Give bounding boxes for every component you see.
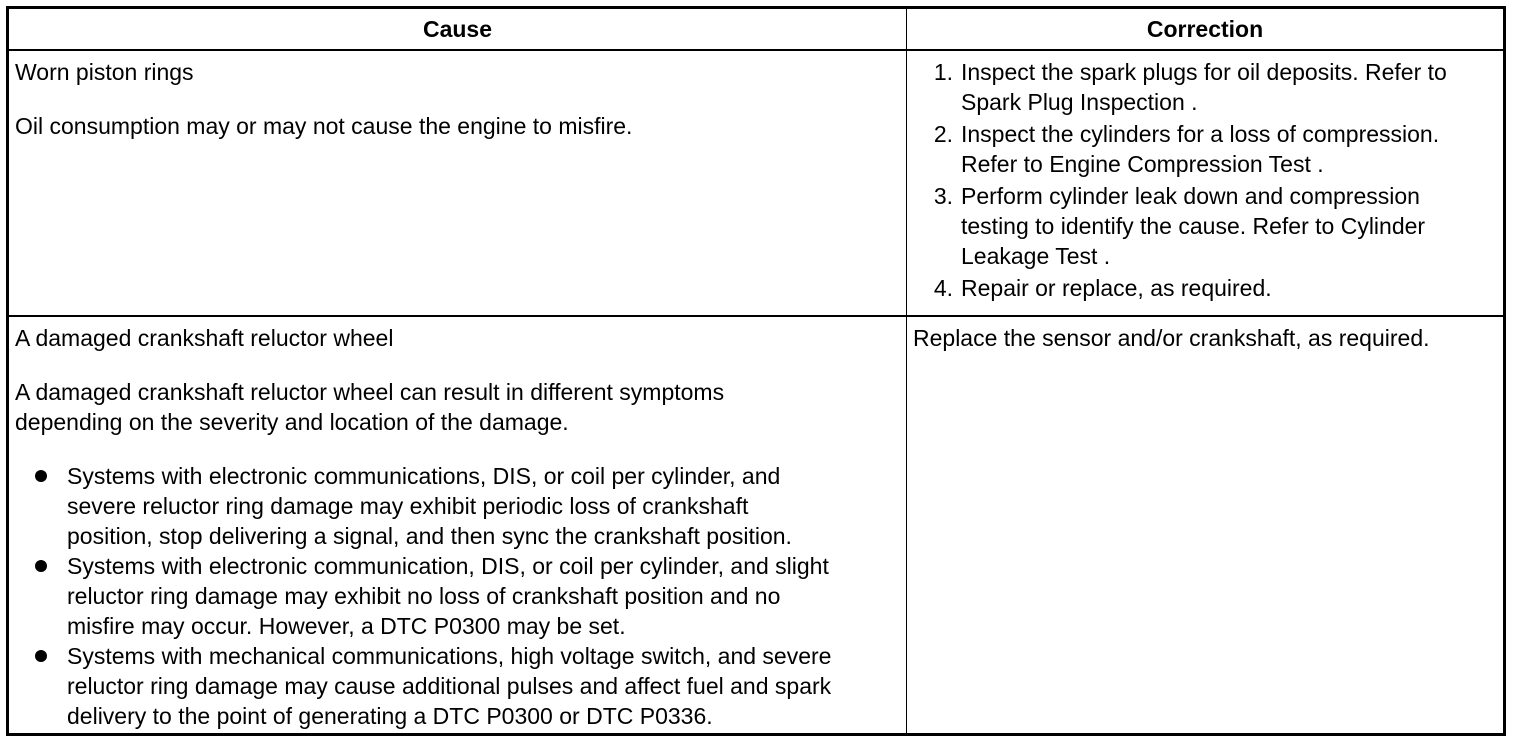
bullet-dot-icon: [15, 551, 67, 641]
step-line: Inspect the cylinders for a loss of compression.: [961, 121, 1440, 147]
bullet-item: [15, 641, 900, 731]
step-line: Spark Plug Inspection .: [961, 89, 1198, 115]
step-text: [961, 119, 1497, 179]
bullet-line: position, stop delivering a signal, and then sync the crankshaft position.: [67, 523, 792, 549]
step-line: Repair or replace, as required.: [961, 275, 1272, 301]
step-line: Perform cylinder leak down and compression: [961, 183, 1420, 209]
step-number: 3.: [933, 183, 953, 209]
cause-title: A damaged crankshaft reluctor wheel: [15, 325, 394, 351]
bullet-line: misfire may occur. However, a DTC P0300 may be set.: [67, 613, 626, 639]
bullet-line: Systems with electronic communications, DIS, or coil per cylinder, and: [67, 463, 781, 489]
table-row: [9, 316, 1504, 734]
bullet-line: severe reluctor ring damage may exhibit periodic loss of crankshaft: [67, 493, 749, 519]
bullet-line: Systems with electronic communication, DIS, or coil per cylinder, and slight: [67, 553, 829, 579]
correction-cell: [907, 316, 1504, 734]
step-text: [961, 181, 1497, 271]
bullet-dot-icon: [15, 461, 67, 551]
cause-description: Oil consumption may or may not cause the engine to misfire.: [15, 113, 633, 139]
cause-description: [15, 377, 900, 437]
header-row: [9, 9, 1504, 51]
bullet-text: [67, 641, 900, 731]
bullet-line: reluctor ring damage may cause additional pulses and affect fuel and spark: [67, 673, 832, 699]
step-text: [961, 273, 1497, 303]
bullet-dot-icon: [15, 641, 67, 731]
correction-step: [913, 119, 1497, 179]
step-line: Inspect the spark plugs for oil deposits. Refer to: [961, 59, 1447, 85]
step-line: testing to identify the cause. Refer to Cylinder: [961, 213, 1426, 239]
bullet-line: Systems with mechanical communications, high voltage switch, and severe: [67, 643, 832, 669]
table-row: [9, 50, 1504, 316]
bullet-line: reluctor ring damage may exhibit no loss of crankshaft position and no: [67, 583, 781, 609]
step-number: 1.: [933, 59, 953, 85]
cause-correction-table: [8, 8, 1504, 734]
step-line: Refer to Engine Compression Test .: [961, 151, 1324, 177]
symptom-bullets: [15, 461, 900, 731]
correction-steps: [913, 57, 1497, 303]
step-text: [961, 57, 1497, 117]
bullet-text: [67, 551, 900, 641]
bullet-item: [15, 551, 900, 641]
step-number: 4.: [933, 275, 953, 301]
correction-step: [913, 181, 1497, 271]
correction-step: [913, 273, 1497, 303]
step-number: 2.: [933, 121, 953, 147]
cause-cell: [9, 316, 907, 734]
bullet-line: delivery to the point of generating a DTC P0300 or DTC P0336.: [67, 703, 713, 729]
header-cause: Cause: [9, 9, 907, 51]
correction-text: Replace the sensor and/or crankshaft, as required.: [913, 325, 1430, 351]
description-line: A damaged crankshaft reluctor wheel can result in different symptoms: [15, 379, 725, 405]
bullet-item: [15, 461, 900, 551]
cause-title: Worn piston rings: [15, 59, 194, 85]
description-line: depending on the severity and location of the damage.: [15, 409, 569, 435]
cause-cell: [9, 50, 907, 316]
correction-step: [913, 57, 1497, 117]
diagnostic-table-container: [6, 6, 1506, 736]
correction-cell: [907, 50, 1504, 316]
header-correction: Correction: [907, 9, 1504, 51]
bullet-text: [67, 461, 900, 551]
step-line: Leakage Test .: [961, 243, 1111, 269]
